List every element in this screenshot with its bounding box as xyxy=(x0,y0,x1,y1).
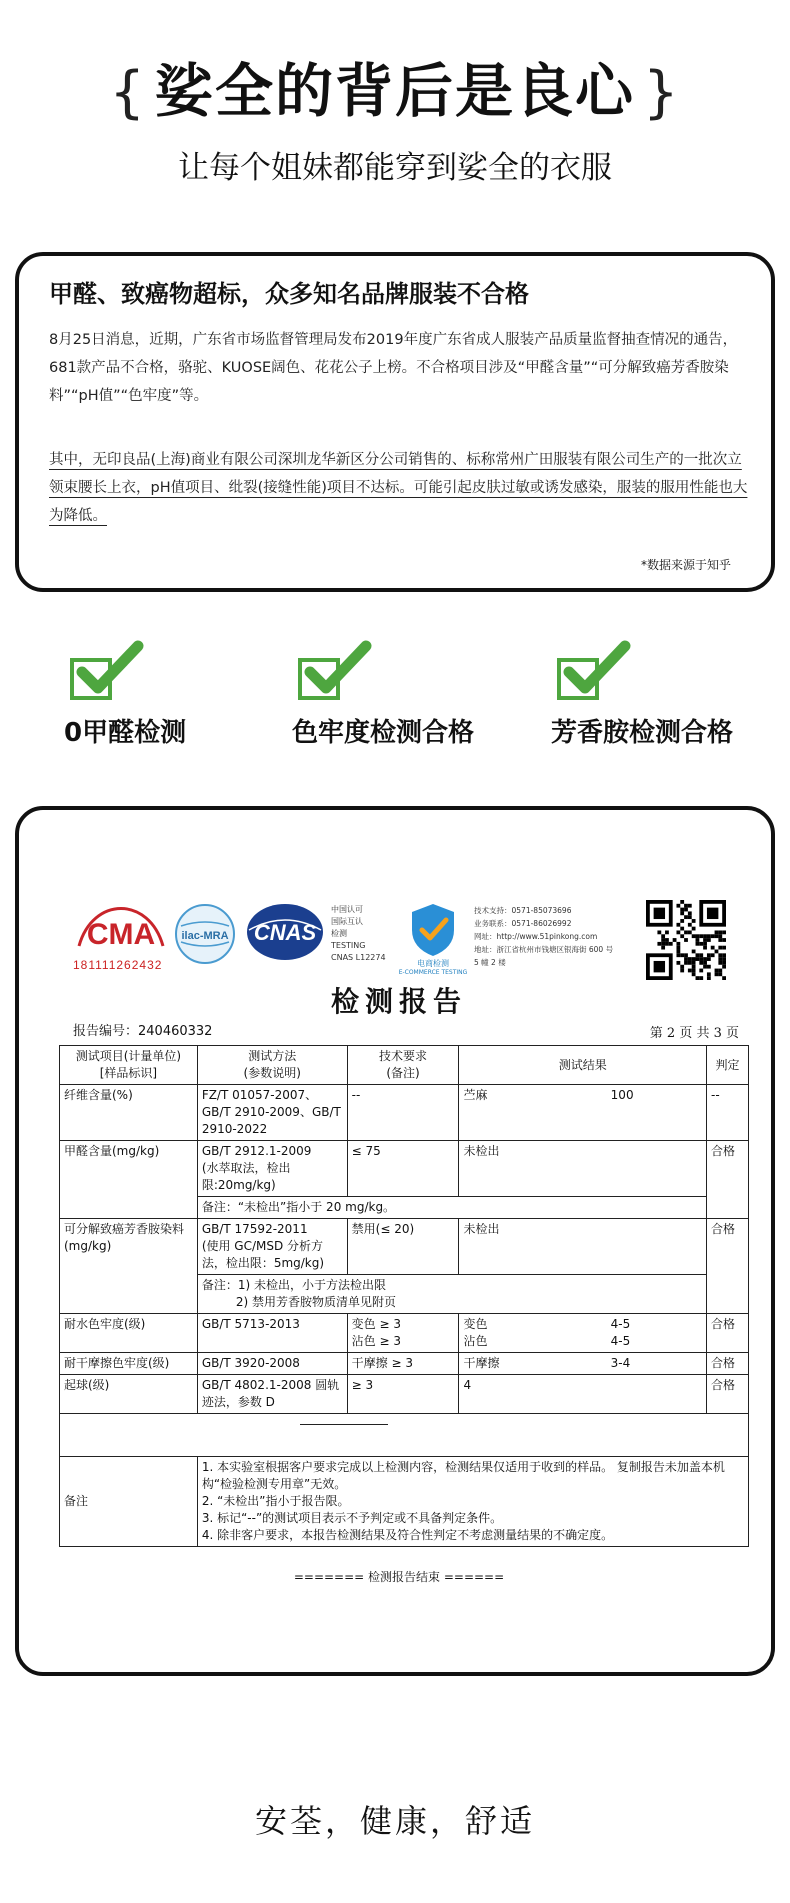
news-source: *数据来源于知乎 xyxy=(640,558,731,572)
ilac-mra-logo-icon xyxy=(173,902,237,966)
cell-item: 起球(级) xyxy=(60,1375,198,1414)
cell-item: 耐干摩擦色牢度(级) xyxy=(60,1353,198,1375)
cell-method: FZ/T 01057-2007、GB/T 2910-2009、GB/T 2910-2022 xyxy=(197,1085,347,1141)
contact-info xyxy=(474,904,613,969)
remark-line: 1. 本实验室根据客户要求完成以上检测内容，检测结果仅适用于收到的样品。 复制报告未加盖本机构“检验检测专用章”无效。 xyxy=(201,1460,725,1491)
cell-method: GB/T 3920-2008 xyxy=(197,1353,347,1375)
remark-line: 3. 标记“--”的测试项目表示不予判定或不具备判定条件。 xyxy=(201,1511,503,1525)
svg-text:CMA: CMA xyxy=(86,918,156,951)
cell-requirement: ≥ 3 xyxy=(347,1375,459,1414)
cell-result: 未检出 xyxy=(459,1141,707,1197)
remark-line: 4. 除非客户要求，本报告检测结果及符合性判定不考虑测量结果的不确定度。 xyxy=(201,1528,614,1542)
remarks-label: 备注 xyxy=(60,1457,198,1547)
org-line: TESTING xyxy=(331,941,366,950)
contact-line: 技术支持：0571-85073696 xyxy=(474,906,572,915)
cma-logo-icon xyxy=(73,900,169,952)
hero-subtitle: 让每个姐妹都能穿到娑全的衣服 xyxy=(178,150,612,186)
blank-dash-line xyxy=(300,1424,388,1425)
table-row xyxy=(60,1314,749,1353)
cell-requirement: 干摩擦 ≥ 3 xyxy=(347,1353,459,1375)
report-number xyxy=(73,1020,212,1039)
table-row xyxy=(60,1085,749,1141)
header-item: 测试项目(计量单位) [样品标识] xyxy=(60,1046,198,1085)
cell-result-label: 苎麻 xyxy=(459,1085,607,1141)
contact-line: 业务联系：0571-86026992 xyxy=(474,919,572,928)
remarks-content xyxy=(197,1457,748,1547)
news-card xyxy=(15,252,775,592)
brace-left: { xyxy=(109,60,147,125)
cell-judge: 合格 xyxy=(707,1314,749,1353)
news-paragraph-1: 8月25日消息，近期，广东省市场监督管理局发布2019年度广东省成人服装产品质量监督抽查情况的通告，681款产品不合格，骆驼、KUOSE阔色、花花公子上榜。不合格项目涉及“甲醛含量”“可分解致癌芳香胺染料”“pH值”“色牢度”等。 xyxy=(49,332,738,404)
check-label: 色牢度检测合格 xyxy=(292,718,475,748)
cell-item: 纤维含量(%) xyxy=(60,1085,198,1141)
org-line: 中国认可 xyxy=(331,905,363,914)
test-report-document xyxy=(49,830,749,1610)
hero-title xyxy=(0,55,790,129)
cell-requirement: 变色 ≥ 3 沾色 ≥ 3 xyxy=(347,1314,459,1353)
table-row xyxy=(60,1141,749,1197)
table-row xyxy=(60,1353,749,1375)
header-result: 测试结果 xyxy=(459,1046,707,1085)
shield-sublabel: E-COMMERCE TESTING xyxy=(398,969,468,976)
cell-result-value: 3-4 xyxy=(607,1353,707,1375)
checkmark-icon xyxy=(302,640,374,698)
page-indicator: 第 2 页 共 3 页 xyxy=(649,1026,739,1041)
hero-title-text: 娑全的背后是良心 xyxy=(154,57,635,125)
cell-item: 甲醛含量(mg/kg) xyxy=(60,1141,198,1219)
results-table xyxy=(59,1045,749,1547)
check-item-colorfastness xyxy=(292,650,558,748)
cell-requirement: 禁用(≤ 20) xyxy=(347,1219,459,1275)
check-item-formaldehyde xyxy=(64,650,330,748)
cnas-logo-icon xyxy=(245,900,325,964)
check-label: 0甲醛检测 xyxy=(64,718,187,748)
header-requirement: 技术要求 (备注) xyxy=(347,1046,459,1085)
cell-result: 4 xyxy=(459,1375,707,1414)
check-item-amine xyxy=(551,650,790,748)
cell-item: 耐水色牢度(级) xyxy=(60,1314,198,1353)
contact-line: 5 幢 2 楼 xyxy=(474,958,506,967)
remark-line: 2. “未检出”指小于报告限。 xyxy=(201,1494,350,1508)
cell-result-value: 100 xyxy=(607,1085,707,1141)
cell-judge: 合格 xyxy=(707,1219,749,1314)
cell-requirement: -- xyxy=(347,1085,459,1141)
header-method: 测试方法 (参数说明) xyxy=(197,1046,347,1085)
header-judge: 判定 xyxy=(707,1046,749,1085)
cell-judge: -- xyxy=(707,1085,749,1141)
checkmark-icon xyxy=(74,640,146,698)
cell-result-value: 4-5 4-5 xyxy=(607,1314,707,1353)
table-blank-row xyxy=(60,1414,749,1457)
org-line: 国际互认 xyxy=(331,917,363,926)
cell-result: 未检出 xyxy=(459,1219,707,1275)
contact-line: 网址：http://www.51pinkong.com xyxy=(474,932,598,941)
cell-method: GB/T 17592-2011 (使用 GC/MSD 分析方法，检出限：5mg/kg) xyxy=(197,1219,347,1275)
table-header-row xyxy=(60,1046,749,1085)
report-number-label: 报告编号： xyxy=(73,1024,139,1039)
cell-note: 备注：“未检出”指小于 20 mg/kg。 xyxy=(197,1197,706,1219)
news-paragraph-2 xyxy=(49,446,749,530)
cell-item: 可分解致癌芳香胺染料(mg/kg) xyxy=(60,1219,198,1314)
cnas-text: CNAS xyxy=(253,920,317,945)
cell-judge: 合格 xyxy=(707,1375,749,1414)
contact-line: 地址：浙江省杭州市钱塘区银海街 600 号 xyxy=(474,945,614,954)
report-card xyxy=(15,806,775,1676)
report-number-value: 240460332 xyxy=(138,1024,213,1039)
table-row xyxy=(60,1375,749,1414)
shield-label: 电商检测 xyxy=(417,959,449,968)
cell-method: GB/T 5713-2013 xyxy=(197,1314,347,1353)
cell-result-label: 变色 沾色 xyxy=(459,1314,607,1353)
footer-slogan: 安荃，健康，舒适 xyxy=(254,1802,535,1840)
cell-method: GB/T 4802.1-2008 圆轨迹法，参数 D xyxy=(197,1375,347,1414)
qr-code-icon xyxy=(646,900,726,980)
remarks-row xyxy=(60,1457,749,1547)
cell-judge: 合格 xyxy=(707,1353,749,1375)
org-line: 检测 xyxy=(331,929,347,938)
blank-cell xyxy=(60,1414,749,1457)
cell-requirement: ≤ 75 xyxy=(347,1141,459,1197)
report-title: 检测报告 xyxy=(330,985,467,1018)
table-row xyxy=(60,1219,749,1275)
accreditation-text xyxy=(331,904,386,964)
cell-method: GB/T 2912.1-2009 (水萃取法，检出限:20mg/kg) xyxy=(197,1141,347,1197)
check-label: 芳香胺检测合格 xyxy=(551,718,734,748)
cell-result-label: 干摩擦 xyxy=(459,1353,607,1375)
cell-note: 备注：1) 未检出，小于方法检出限 2) 禁用芳香胺物质清单见附页 xyxy=(197,1275,706,1314)
cma-number: 181111262432 xyxy=(73,958,163,972)
ilac-text: ilac-MRA xyxy=(181,930,229,942)
checkmark-icon xyxy=(561,640,633,698)
ecommerce-testing-shield-icon xyxy=(394,900,472,958)
org-line: CNAS L12274 xyxy=(331,953,386,962)
news-paragraph-2-text: 其中，无印良品(上海)商业有限公司深圳龙华新区分公司销售的、标称常州广田服装有限公司生产的一批次立领束腰长上衣，pH值项目、纰裂(接缝性能)项目不达标。可能引起皮肤过敏或诱发感染，服装的服用性能也大为降低。 xyxy=(49,452,748,524)
news-title: 甲醛、致癌物超标，众多知名品牌服装不合格 xyxy=(49,280,529,308)
brace-right: } xyxy=(643,60,681,125)
cell-judge: 合格 xyxy=(707,1141,749,1219)
report-end-marker: ======= 检测报告结束 ====== xyxy=(293,1570,505,1584)
